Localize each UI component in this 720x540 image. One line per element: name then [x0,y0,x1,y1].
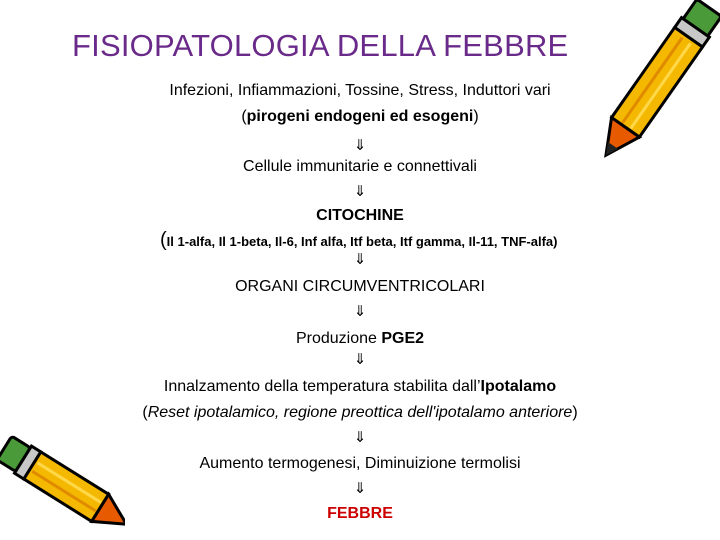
arrow-down: ⇓ [353,480,367,497]
arrow-down: ⇓ [353,251,367,268]
step-cellule: Cellule immunitarie e connettivali [243,158,477,175]
arrow-down: ⇓ [353,351,367,368]
arrow-down: ⇓ [353,137,367,154]
step-organi: ORGANI CIRCUMVENTRICOLARI [235,278,485,295]
slide-title: FISIOPATOLOGIA DELLA FEBBRE [72,28,569,63]
step-pirogeni: (pirogeni endogeni ed esogeni) [241,108,479,125]
arrow-down: ⇓ [353,429,367,446]
step-citochine-list: (Il 1-alfa, Il 1-beta, Il-6, Inf alfa, Itf beta, Itf gamma, Il-11, TNF-alfa) [160,229,558,251]
step-infezioni: Infezioni, Infiammazioni, Tossine, Stress, Induttori vari [169,82,551,99]
step-febbre: FEBBRE [327,505,393,522]
step-pge2: Produzione PGE2 [295,330,425,347]
arrow-down: ⇓ [353,303,367,320]
step-citochine: CITOCHINE [316,207,404,224]
step-innalzamento: Innalzamento della temperatura stabilita dall’Ipotalamo [163,378,557,395]
step-reset: (Reset ipotalamico, regione preottica dell'ipotalamo anteriore) [142,404,578,421]
arrow-down: ⇓ [353,183,367,200]
pencil-icon [586,0,720,175]
pencil-icon [0,428,125,540]
step-termogenesi: Aumento termogenesi, Diminuizione termolisi [199,455,521,472]
